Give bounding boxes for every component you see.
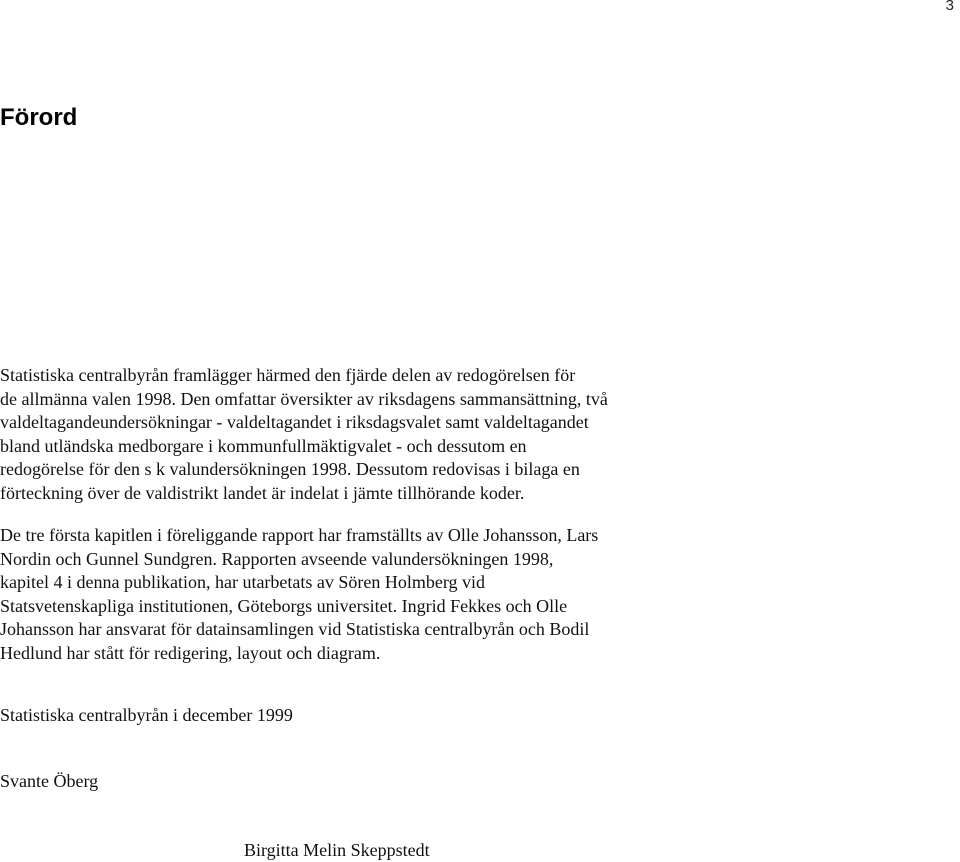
page-number: 3 xyxy=(945,0,954,14)
place-date: Statistiska centralbyrån i december 1999 xyxy=(0,705,293,725)
signatory-name: Svante Öberg xyxy=(0,771,99,791)
paragraph-line: Nordin och Gunnel Sundgren. Rapporten avseende valundersökningen 1998, xyxy=(0,548,554,569)
paragraph-intro xyxy=(0,364,680,506)
paragraph-line: bland utländska medborgare i kommunfullmäktigvalet - och dessutom en xyxy=(0,435,527,456)
paragraph-line: de allmänna valen 1998. Den omfattar översikter av riksdagens sammansättning, två xyxy=(0,388,608,409)
page-title: Förord xyxy=(0,104,78,131)
paragraph-line: valdeltagandeundersökningar - valdeltagandet i riksdagsvalet samt valdeltagandet xyxy=(0,412,589,433)
paragraph-line: kapitel 4 i denna publikation, har utarbetats av Sören Holmberg vid xyxy=(0,572,486,593)
paragraph-line: De tre första kapitlen i föreliggande rapport har framställts av Olle Johansson, Lars xyxy=(0,525,599,545)
signatory-name-2: Birgitta Melin Skeppstedt xyxy=(244,840,430,860)
paragraph-line: Statsvetenskapliga institutionen, Göteborgs universitet. Ingrid Fekkes och Olle xyxy=(0,595,568,616)
paragraph-line: redogörelse för den s k valundersökningen 1998. Dessutom redovisas i bilaga en xyxy=(0,459,580,480)
paragraph-authors xyxy=(0,524,680,666)
paragraph-line: förteckning över de valdistrikt landet är indelat i jämte tillhörande koder. xyxy=(0,482,525,503)
paragraph-line: Statistiska centralbyrån framlägger härmed den fjärde delen av redogörelsen för xyxy=(0,365,576,385)
paragraph-line: Hedlund har stått för redigering, layout och diagram. xyxy=(0,642,381,663)
paragraph-line: Johansson har ansvarat för datainsamlingen vid Statistiska centralbyrån och Bodil xyxy=(0,619,590,640)
